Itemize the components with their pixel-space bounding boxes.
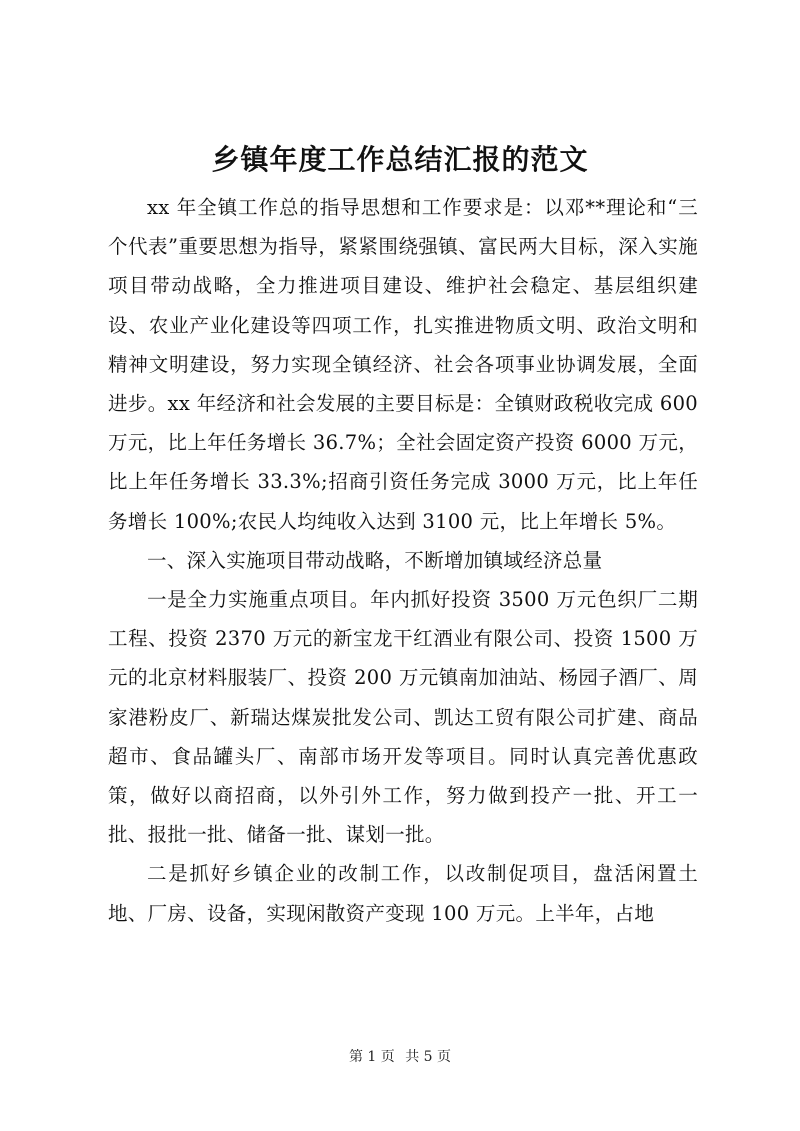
document-body: [108, 188, 698, 933]
page-number: 第 1 页: [348, 1049, 395, 1065]
section-heading: 一、深入实施项目带动战略，不断增加镇域经济总量: [147, 548, 603, 572]
paragraph-key-projects: 一是全力实施重点项目。年内抓好投资 3500 万元色织厂二期工程、投资 2370 万元的新宝龙干红酒业有限公司、投资 1500 万元的北京材料服装厂、投资 200 万元镇南加油站、杨园子酒厂、周家港粉皮厂、新瑞达煤炭批发公司、凯达工贸有限公司扩建、商品超市、食品罐头厂、南部市场开发等项目。同时认真完善优惠政策，做好以商招商，以外引外工作，努力做到投产一批、开工一批、报批一批、储备一批、谋划一批。: [108, 588, 698, 847]
paragraph-intro: xx 年全镇工作总的指导思想和工作要求是：以邓**理论和“三个代表”重要思想为指导，紧紧围绕强镇、富民两大目标，深入实施项目带动战略，全力推进项目建设、维护社会稳定、基层组织建设、农业产业化建设等四项工作，扎实推进物质文明、政治文明和精神文明建设，努力实现全镇经济、社会各项事业协调发展，全面进步。xx 年经济和社会发展的主要目标是：全镇财政税收完成 600 万元，比上年任务增长 36.7%；全社会固定资产投资 6000 万元，比上年任务增长 33.3%;招商引资任务完成 3000 万元，比上年任务增长 100%;农民人均纯收入达到 3100 元，比上年增长 5%。: [108, 196, 698, 533]
page-total: 共 5 页: [405, 1049, 452, 1065]
document-title: 乡镇年度工作总结汇报的范文: [211, 143, 589, 176]
paragraph-enterprise-reform: 二是抓好乡镇企业的改制工作，以改制促项目，盘活闲置土地、厂房、设备，实现闲散资产变现 100 万元。上半年，占地: [108, 862, 698, 925]
page-footer: [0, 1047, 800, 1067]
